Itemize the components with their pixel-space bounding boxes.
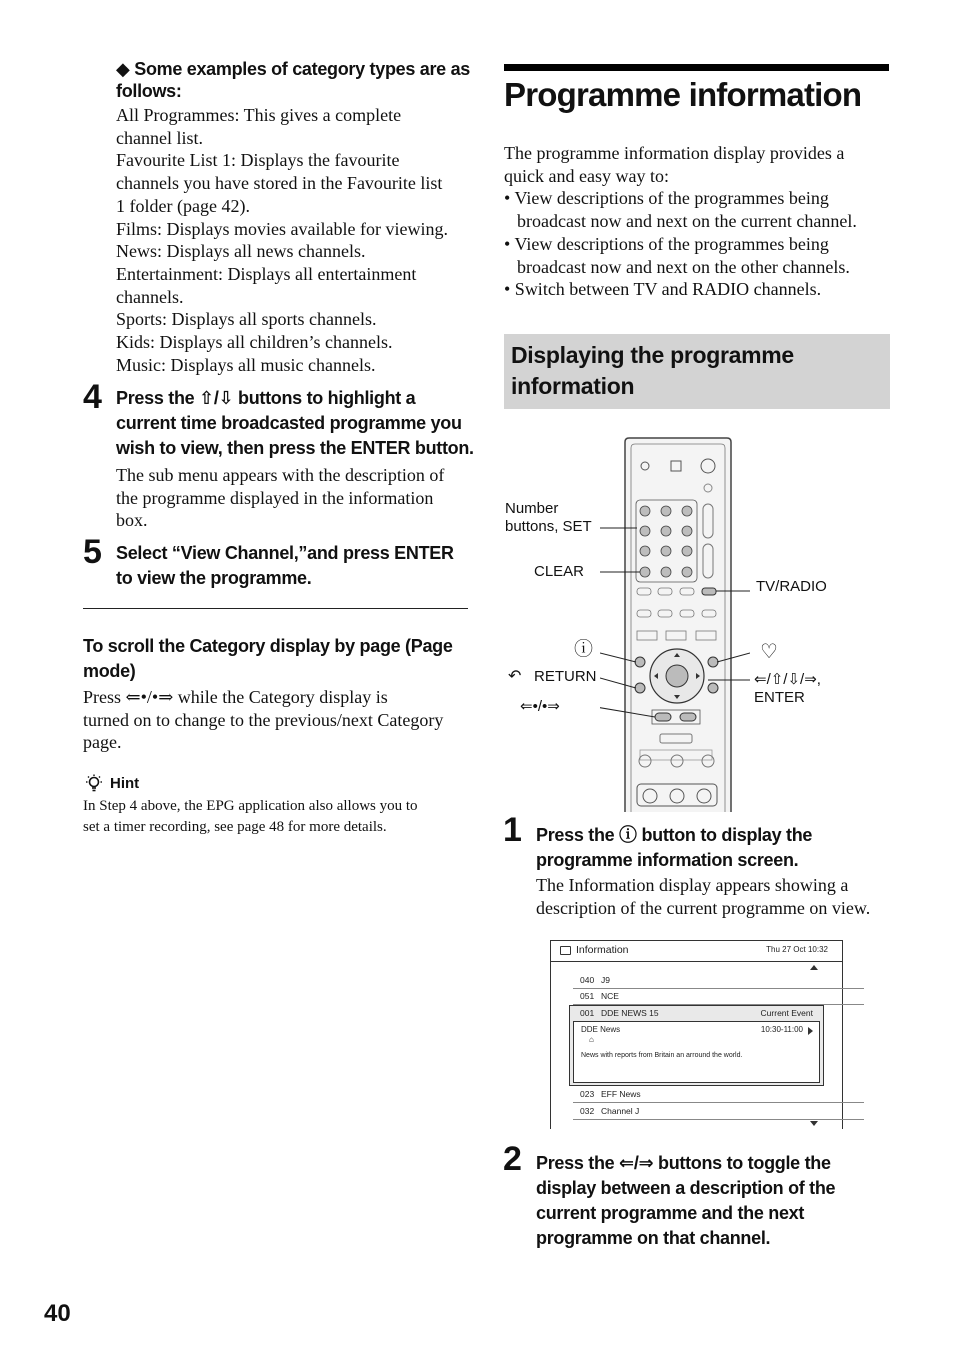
direction-arrows-label: ⇐/⇧/⇩/⇒, — [754, 671, 821, 688]
example-line: 1 folder (page 42). — [116, 195, 250, 216]
number-buttons-label: Number buttons, SET — [505, 500, 592, 535]
tvradio-label: TV/RADIO — [756, 578, 827, 595]
channel-row[interactable]: 023 EFF News — [573, 1086, 864, 1103]
heart-icon: ♡ — [760, 641, 778, 663]
step2-title: Press the ⇐/⇒ buttons to toggle the display between a description of the current programme and the next programme on that channel. — [536, 1153, 836, 1248]
section-heading-box — [504, 334, 890, 409]
info-icon: ⓘ — [574, 639, 594, 660]
example-line: Films: Displays movies available for viewing. — [116, 218, 448, 239]
step1-body: The Information display appears showing a description of the current programme on view. — [536, 875, 871, 918]
detail-description: News with reports from Britain an arround the world. — [581, 1052, 743, 1059]
lightbulb-icon — [84, 774, 106, 794]
example-line: Sports: Displays all sports channels. — [116, 309, 377, 330]
next-arrow-icon[interactable] — [808, 1027, 813, 1035]
example-line: Favourite List 1: Displays the favourite — [116, 150, 400, 171]
section-heading: Displaying the programme information — [511, 342, 794, 399]
example-line: Kids: Displays all children’s channels. — [116, 332, 393, 353]
step4-title: Press the ⇧/⇩ buttons to highlight a current time broadcasted programme you wish to view, then press the ENTER button. — [116, 388, 474, 458]
remote-control-illustration — [600, 436, 750, 812]
step-number: 1 — [503, 811, 522, 849]
skip-arrows-label: ⇐•/•⇒ — [520, 698, 560, 715]
example-line: channel list. — [116, 127, 203, 148]
example-line: channels you have stored in the Favourite list — [116, 173, 443, 194]
info-header — [551, 941, 842, 962]
scroll-body: Press ⇐•/•⇒ while the Category display is turned on to change to the previous/next Category page. — [83, 687, 444, 753]
return-icon: ↶ — [508, 668, 522, 685]
step-number: 5 — [83, 533, 102, 571]
divider — [83, 608, 468, 609]
step-number: 2 — [503, 1140, 522, 1178]
return-label: RETURN — [534, 668, 597, 685]
enter-label: ENTER — [754, 689, 805, 706]
title-rule — [504, 64, 889, 71]
channel-row[interactable]: 040 J9 — [573, 972, 864, 989]
information-screen — [550, 940, 843, 1129]
bullet-line: • View descriptions of the programmes being — [504, 188, 829, 209]
step4-body: The sub menu appears with the description of the programme displayed in the information box. — [116, 465, 445, 531]
tv-icon — [560, 946, 571, 955]
example-line: Music: Displays all music channels. — [116, 354, 376, 375]
selected-channel-panel[interactable] — [569, 1005, 824, 1086]
clear-label: CLEAR — [534, 563, 585, 580]
step-number: 4 — [83, 378, 102, 416]
example-line: Entertainment: Displays all entertainment — [116, 263, 417, 284]
channel-row[interactable]: 051 NCE — [573, 988, 864, 1005]
hint-label: Hint — [110, 775, 140, 792]
bullet-line: broadcast now and next on the current channel. — [517, 211, 857, 232]
selected-channel-row[interactable]: 001 DDE NEWS 15 Current Event — [580, 1008, 813, 1018]
detail-time: 10:30-11:00 — [760, 1025, 803, 1034]
info-title: Information — [576, 944, 629, 956]
bullet-line: • View descriptions of the programmes being — [504, 233, 829, 254]
intro: The programme information display provides a quick and easy way to: • View descriptions of the programmes being broadcast now and next on the current channel. • View descriptions of the programmes being broadcast now and next on the other channels. • Switch between TV and RADIO channels. — [504, 142, 894, 301]
info-datetime: Thu 27 Oct 10:32 — [766, 945, 828, 954]
example-line: channels. — [116, 286, 184, 307]
example-line: News: Displays all news channels. — [116, 241, 366, 262]
programme-detail-box — [573, 1021, 820, 1083]
scroll-heading: To scroll the Category display by page (Page mode) — [83, 636, 453, 681]
step5-title: Select “View Channel,”and press ENTER to view the programme. — [116, 543, 454, 588]
examples-list — [116, 104, 476, 376]
bullet-line: • Switch between TV and RADIO channels. — [504, 279, 822, 300]
example-line: All Programmes: This gives a complete — [116, 105, 402, 125]
step1-title: Press the ⓘ button to display the programme information screen. — [536, 825, 813, 870]
scroll-down-icon — [810, 1121, 818, 1126]
examples-heading: ◆ Some examples of category types are as follows: — [116, 59, 471, 101]
hint-text: In Step 4 above, the EPG application also allows you to set a timer recording, see page 48 for more details. — [83, 798, 418, 835]
channel-row[interactable]: 032 Channel J — [573, 1103, 864, 1120]
detail-title: DDE News — [581, 1025, 621, 1034]
bullet-line: broadcast now and next on the other channels. — [517, 256, 850, 277]
scroll-up-icon — [810, 965, 818, 970]
page-title: Programme information — [504, 76, 862, 113]
lock-icon: ⌂ — [589, 1035, 594, 1044]
page-number: 40 — [44, 1300, 71, 1327]
